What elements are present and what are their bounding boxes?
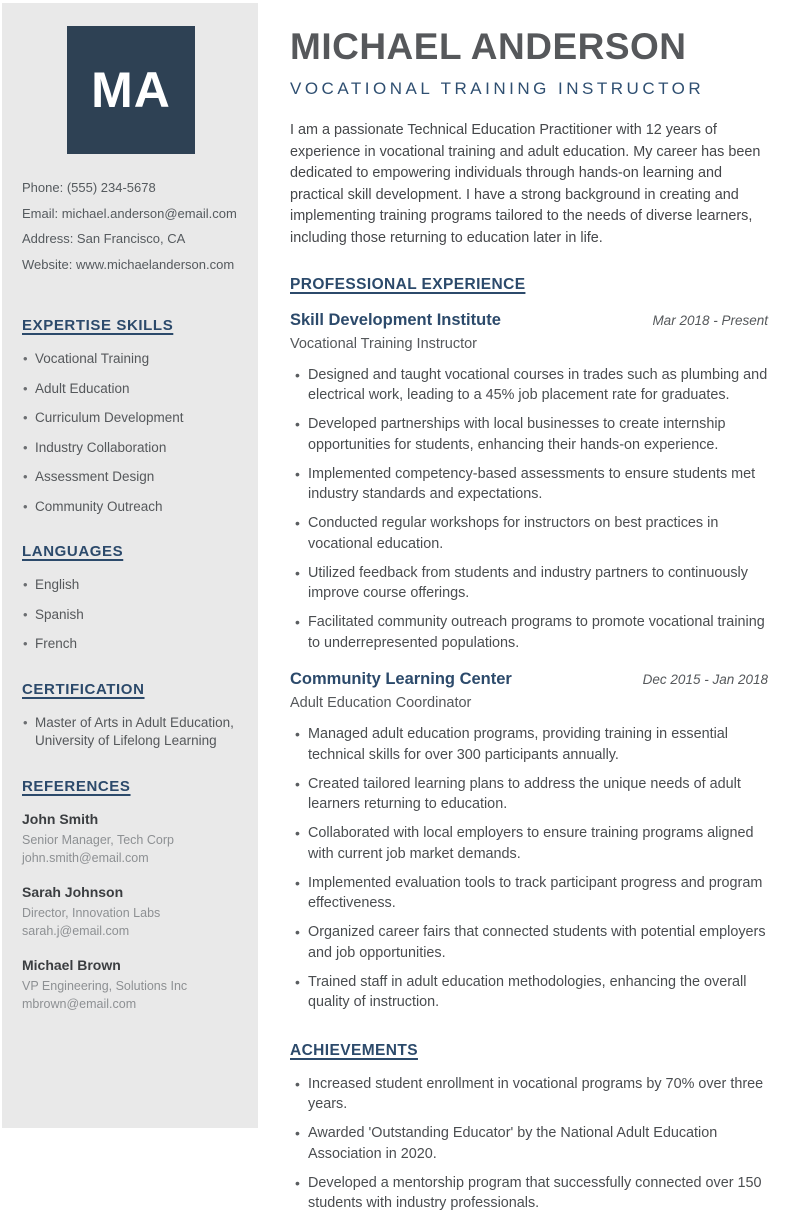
reference-card [22,957,240,1013]
main-content [258,3,800,1212]
references-title: REFERENCES [22,777,131,795]
monogram-initials: MA [91,62,171,118]
contact-line: Phone: (555) 234-5678 [22,180,156,195]
achievement-item: • Developed a mentorship program that successfully connected over 150 students with industry professionals. [290,1173,768,1214]
job-bullet-item: • Developed partnerships with local businesses to create internship opportunities for students, enhancing their hands-on experience. [290,414,768,455]
languages-title: LANGUAGES [22,543,124,560]
achievement-item: • Awarded 'Outstanding Educator' by the National Adult Education Association in 2020. [290,1123,768,1164]
achievements-section [290,1042,768,1214]
job-bullet-item: • Conducted regular workshops for instructors on best practices in vocational education. [290,513,768,554]
skill-item: • Community Outreach [22,498,240,517]
reference-name: John Smith [22,810,99,827]
page-title: MICHAEL ANDERSON [290,26,687,67]
achievements-heading: ACHIEVEMENTS [290,1041,418,1059]
job-role: Vocational Training Instructor [290,335,477,352]
job-bullet-item: • Organized career fairs that connected students with potential employers and job opportunities. [290,922,768,963]
monogram-badge [67,26,195,154]
job-header [290,311,768,330]
job-role: Adult Education Coordinator [290,695,472,712]
job-bullet-item: • Managed adult education programs, providing training in essential technical skills for over 300 participants annually. [290,724,768,765]
contact-line: Email: michael.anderson@email.com [22,205,237,221]
certification-title: CERTIFICATION [22,680,145,698]
job-title-subtitle: VOCATIONAL TRAINING INSTRUCTOR [290,79,705,98]
job-bullet-item: • Trained staff in adult education methodologies, enhancing the overall quality of instruction. [290,972,768,1013]
reference-card [22,811,240,867]
jobs-list [290,311,768,1013]
certification-list [22,714,240,751]
job-bullet-item: • Designed and taught vocational courses in trades such as plumbing and electrical work, leading to a 45% job placement rate for graduates. [290,365,768,406]
certification-item: • Master of Arts in Adult Education, University of Lifelong Learning [22,714,240,751]
reference-email: john.smith@email.com [22,850,149,865]
skill-item: • Curriculum Development [22,409,240,428]
reference-email: sarah.j@email.com [22,923,130,938]
languages-section [22,543,240,654]
job-bullet-item: • Created tailored learning plans to address the unique needs of adult learners returning to education. [290,774,768,815]
expertise-skills-title: EXPERTISE SKILLS [22,317,174,334]
language-item: • English [22,576,240,595]
job-company: Community Learning Center [290,670,512,689]
job-dates: Mar 2018 - Present [652,312,768,328]
job-bullet-item: • Facilitated community outreach programs to promote vocational training to underrepresented populations. [290,612,768,653]
skill-item: • Assessment Design [22,468,240,487]
contact-line: Website: www.michaelanderson.com [22,256,235,272]
summary-paragraph: I am a passionate Technical Education Practitioner with 12 years of experience in vocational training and adult education. My career has been dedicated to empowering individuals through hands-on learning and practical skill development. I have a strong background in creating and implementing training programs tailored to the needs of diverse learners, including those returning to education later in life. [290,122,761,246]
experience-section [290,276,768,1013]
language-item: • French [22,635,240,654]
job-bullet-item: • Implemented evaluation tools to track participant progress and program effectiveness. [290,873,768,914]
job-dates: Dec 2015 - Jan 2018 [642,672,768,688]
reference-name: Sarah Johnson [22,883,124,900]
contact-line: Address: San Francisco, CA [22,231,186,246]
language-item: • Spanish [22,606,240,625]
reference-email: mbrown@email.com [22,996,137,1011]
job-bullet-item: • Implemented competency-based assessments to ensure students met industry standards and expectations. [290,464,768,505]
sidebar [2,3,258,1128]
achievements-list [290,1074,768,1214]
reference-role: VP Engineering, Solutions Inc [22,978,188,993]
job-bullet-item: • Collaborated with local employers to ensure training programs aligned with current job market demands. [290,823,768,864]
skill-item: • Industry Collaboration [22,439,240,458]
reference-card [22,884,240,940]
expertise-skills-list [22,350,240,516]
reference-role: Senior Manager, Tech Corp [22,832,174,847]
references-list [22,811,240,1013]
contact-info [22,175,240,277]
achievement-item: • Increased student enrollment in vocational programs by 70% over three years. [290,1074,768,1115]
job-bullet-item: • Utilized feedback from students and industry partners to continuously improve course offerings. [290,563,768,604]
languages-list [22,576,240,654]
skill-item: • Adult Education [22,380,240,399]
experience-heading: PROFESSIONAL EXPERIENCE [290,275,526,293]
job-entry [290,670,768,1013]
job-entry [290,311,768,654]
job-header [290,670,768,689]
reference-name: Michael Brown [22,956,121,973]
references-section [22,778,240,1013]
reference-role: Director, Innovation Labs [22,905,161,920]
job-bullet-list [290,724,768,1013]
certification-section [22,681,240,751]
expertise-skills-section [22,317,240,516]
job-company: Skill Development Institute [290,310,501,329]
skill-item: • Vocational Training [22,350,240,369]
job-bullet-list [290,365,768,654]
